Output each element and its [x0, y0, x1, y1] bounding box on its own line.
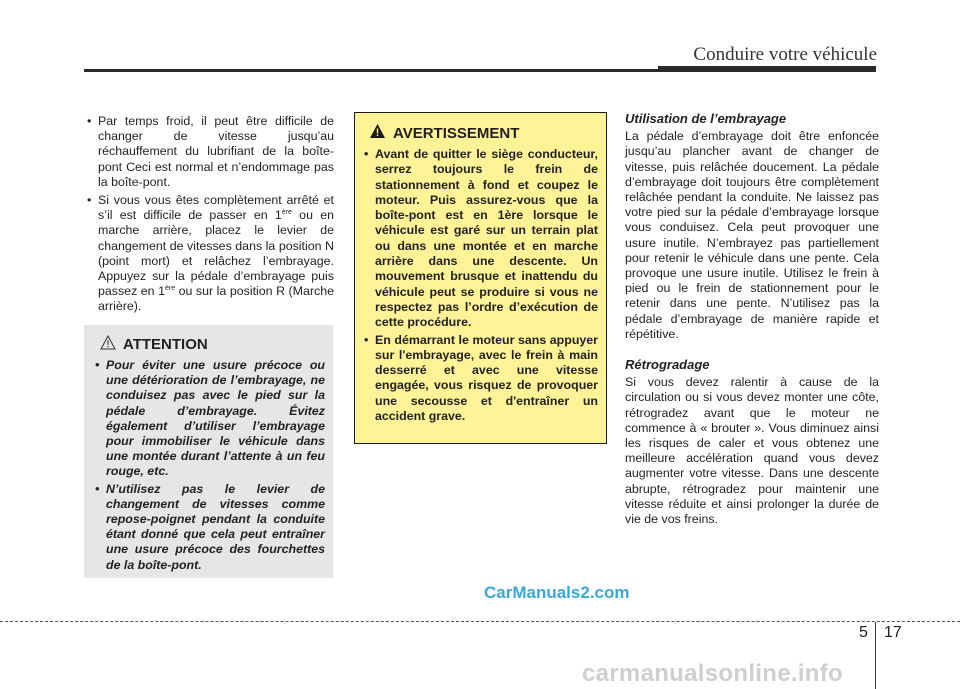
watermark-bottom: carmanualsonline.info [582, 660, 844, 687]
superscript: ère [164, 285, 176, 293]
attention-item: • N’utilisez pas le levier de changement de vitesses comme repose-poignet pendant la conduite étant donné que cela peut entraîner une usure précoce des fourchettes de la boîte-pont. [92, 482, 325, 573]
page-number: 17 [884, 624, 902, 641]
warning-title: AVERTISSEMENT [393, 124, 520, 142]
right-column [625, 111, 879, 542]
watermark-link-top[interactable]: CarManuals2.com [484, 583, 630, 602]
left-bullet-text-pre: Si vous vous êtes complètement arrêté et s’il est difficile de passer en 1 [98, 193, 334, 223]
attention-title-row [100, 335, 325, 354]
warning-box [354, 112, 607, 444]
left-bullet-item [84, 114, 334, 190]
caution-triangle-icon [100, 335, 116, 354]
warning-item: • En démarrant le moteur sans appuyer sur l'embrayage, avec le frein à main desserré et avec une vitesse engagée, vous risquez de provoquer une secousse et d'entraîner un accident grave. [361, 333, 598, 425]
left-bullet-text: Par temps froid, il peut être difficile de changer de vitesse jusqu’au réchauffement du lubrifiant de la boîte-pont Ceci est normal et n’endommage pas la boîte-pont. [98, 114, 334, 189]
left-bullet-text-post: ou sur la position R (Marche arrière). [98, 284, 334, 314]
superscript: ère [281, 209, 292, 217]
section-number: 5 [859, 624, 868, 641]
section-heading-downshift: Rétrogradage [625, 357, 710, 373]
warning-title-row [369, 123, 598, 143]
attention-box [84, 325, 333, 578]
attention-title: ATTENTION [123, 336, 208, 353]
left-bullet-item [84, 193, 334, 315]
page-header-title: Conduire votre véhicule [693, 44, 877, 65]
left-bullet-list [84, 114, 334, 315]
warning-item: • Avant de quitter le siège conducteur, serrez toujours le frein de stationnement à fond et coupez le moteur. Puis assurez-vous que la boîte-pont est en 1ère lorsque le véhicule est garé sur un terrain plat ou dans une montée et en marche arrière dans une descente. Un mouvement brusque et inattendu du véhicule peut se produire si vous ne respectez pas l’ordre d’exécution de cette procédure. [361, 147, 598, 331]
header-rule-accent [658, 66, 876, 72]
left-bullet-text-mid: ou en marche arrière, placez le levier de changement de vitesses dans la position N (point mort) et relâchez l’embrayage. Appuyez sur la pédale d’embrayage puis passez en 1 [98, 208, 334, 299]
section-body-clutch: La pédale d’embrayage doit être enfoncée jusqu’au plancher avant de changer de vitesse, puis relâchée doucement. La pédale d’embrayage doit toujours être complètement relâchée pendant la conduite. Ne laissez pas votre pied sur la pédale d’embrayage lorsque vous conduisez. Cela peut provoquer une usure inutile. N’embrayez pas partiellement pour retenir le véhicule dans une pente. Cela provoque une usure inutile. Utilisez le frein à pied ou le frein de stationnement pour le retenir dans une pente. N’utilisez pas la pédale d’embrayage de manière rapide et répétitive. [625, 129, 879, 341]
page-number-divider [875, 622, 876, 689]
section-body-downshift: Si vous devez ralentir à cause de la circulation ou si vous devez monter une côte, rétrogradez avant que le moteur ne commence à « brouter ». Vous diminuez ainsi les risques de caler et vous obtenez une meilleure accélération quand vous devez augmenter votre vitesse. Dans une descente abrupte, rétrogradez pour maintenir une vitesse réduite et ainsi prolonger la durée de vie de vos freins. [625, 375, 879, 527]
attention-item: • Pour éviter une usure précoce ou une détérioration de l’embrayage, ne conduisez pas avec le pied sur la pédale d’embrayage. Évitez également d’utiliser l’embrayage pour immobiliser le véhicule dans une montée durant l’attente à un feu rouge, etc. [92, 358, 325, 480]
footer-divider [0, 621, 960, 622]
warning-triangle-icon [369, 123, 386, 143]
left-column [84, 114, 334, 318]
attention-list [92, 358, 325, 573]
section-heading-clutch: Utilisation de l’embrayage [625, 111, 787, 126]
warning-list [361, 147, 598, 424]
